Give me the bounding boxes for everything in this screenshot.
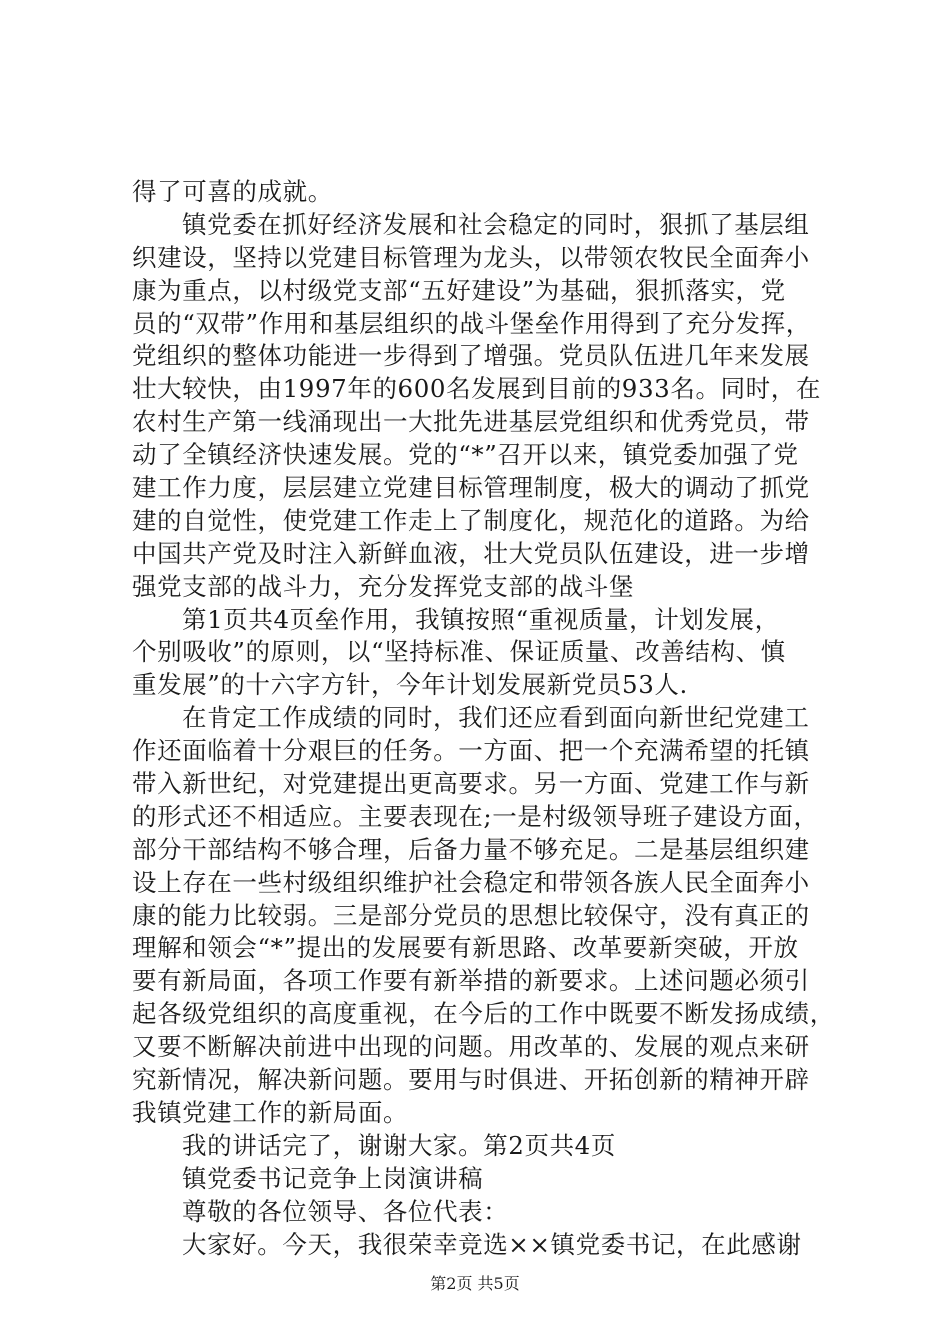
text-line: 又要不断解决前进中出现的问题。用改革的、发展的观点来研 [132,1032,810,1062]
text-line: 中国共产党及时注入新鲜血液，壮大党员队伍建设，进一步增 [132,538,810,568]
text-line: 要有新局面，各项工作要有新举措的新要求。上述问题必须引 [132,966,810,996]
text-line: 康的能力比较弱。三是部分党员的思想比较保守，没有真正的 [132,900,810,930]
text-line: 员的“双带”作用和基层组织的战斗堡垒作用得到了充分发挥， [132,308,811,338]
text-line: 重发展”的十六字方针，今年计划发展新党员53人. [132,670,688,700]
text-line: 部分干部结构不够合理，后备力量不够充足。二是基层组织建 [132,834,810,864]
text-line: 个别吸收”的原则，以“坚持标准、保证质量、改善结构、慎 [132,637,786,667]
text-line: 得了可喜的成就。 [132,177,333,206]
text-line: 的形式还不相适应。主要表现在;一是村级领导班子建设方面， [132,801,819,831]
text-line: 建的自觉性，使党建工作走上了制度化，规范化的道路。为给 [132,505,810,535]
text-line: 在肯定工作成绩的同时，我们还应看到面向新世纪党建工 [182,703,810,733]
text-line: 织建设，坚持以党建目标管理为龙头，以带领农牧民全面奔小 [132,242,810,272]
text-line: 党组织的整体功能进一步得到了增强。党员队伍进几年来发展 [132,341,810,371]
text-line: 带入新世纪，对党建提出更高要求。另一方面、党建工作与新 [132,769,810,799]
text-line: 作还面临着十分艰巨的任务。一方面、把一个充满希望的托镇 [132,736,810,766]
text-line: 动了全镇经济快速发展。党的“*”召开以来，镇党委加强了党 [132,440,799,470]
text-line: 我镇党建工作的新局面。 [132,1097,409,1127]
text-line: 镇党委在抓好经济发展和社会稳定的同时，狠抓了基层组 [182,209,810,239]
text-line: 强党支部的战斗力，充分发挥党支部的战斗堡 [132,571,634,601]
text-line: 康为重点，以村级党支部“五好建设”为基础，狠抓落实，党 [132,275,786,305]
text-line: 尊敬的各位领导、各位代表： [182,1196,509,1226]
text-line: 究新情况，解决新问题。要用与时俱进、开拓创新的精神开辟 [132,1065,810,1095]
text-line: 壮大较快，由1997年的600名发展到目前的933名。同时，在 [132,374,821,404]
text-line: 建工作力度，层层建立党建目标管理制度，极大的调动了抓党 [132,473,810,503]
text-line: 起各级党组织的高度重视，在今后的工作中既要不断发扬成绩， [132,999,835,1029]
text-line: 农村生产第一线涌现出一大批先进基层党组织和优秀党员，带 [132,407,810,437]
text-line: 理解和领会“*”提出的发展要有新思路、改革要新突破，开放 [132,933,799,963]
text-line: 第1页共4页垒作用，我镇按照“重视质量，计划发展， [182,604,780,634]
text-line: 设上存在一些村级组织维护社会稳定和带领各族人民全面奔小 [132,867,810,897]
text-line: 我的讲话完了，谢谢大家。第2页共4页 [182,1130,616,1160]
document-body [132,176,835,1261]
text-line: 大家好。今天，我很荣幸竞选××镇党委书记，在此感谢 [182,1229,802,1259]
text-line: 镇党委书记竞争上岗演讲稿 [182,1163,484,1193]
page-footer: 第2页 共5页 [430,1274,520,1293]
